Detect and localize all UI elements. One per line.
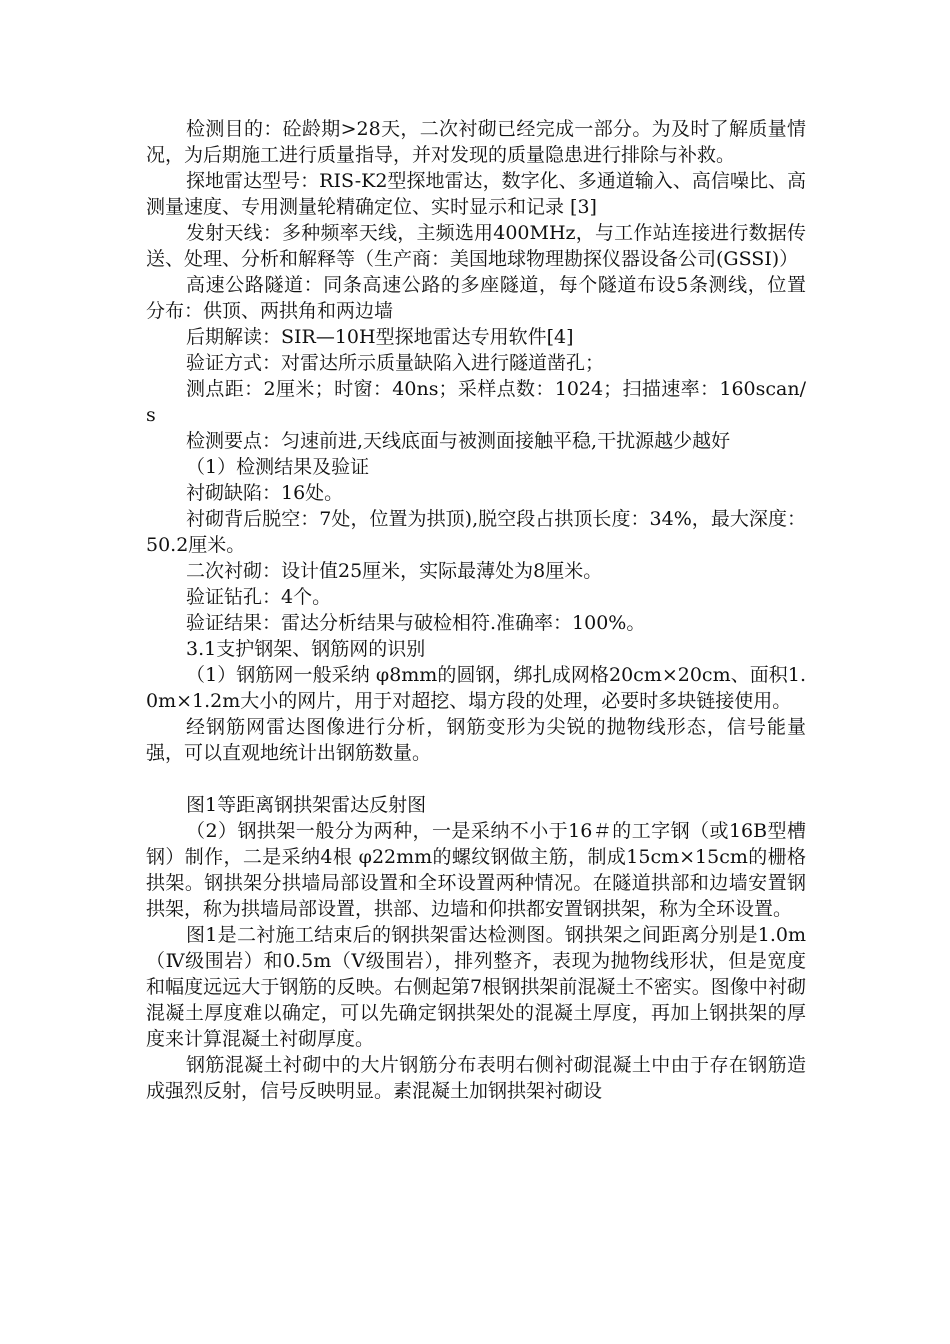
paragraph-secondary-lining: 二次衬砌：设计值25厘米，实际最薄处为8厘米。 (186, 560, 603, 582)
document-body (146, 116, 806, 1104)
paragraph-interpretation: 后期解读：SIR—10H型探地雷达专用软件[4] (186, 326, 574, 348)
paragraph-key-points: 检测要点：匀速前进,天线底面与被测面接触平稳,干扰源越少越好 (186, 430, 731, 452)
paragraph-measurement-params: 测点距：2厘米；时窗：40ns；采样点数：1024；扫描速率：160scan/s (146, 378, 806, 426)
paragraph-antenna: 发射天线：多种频率天线，主频选用400MHz，与工作站连接进行数据传送、处理、分析和解释等（生产商：美国地球物理勘探仪器设备公司(GSSI)） (146, 222, 806, 270)
paragraph-tunnel: 高速公路隧道：同条高速公路的多座隧道，每个隧道布设5条测线，位置分布：供顶、两拱角和两边墙 (146, 274, 806, 322)
paragraph-mesh: （1）钢筋网一般采纳 φ8mm的圆钢，绑扎成网格20cm×20cm、面积1.0m×1.2m大小的网片，用于对超挖、塌方段的处理，必要时多块链接使用。 (146, 664, 806, 712)
paragraph-purpose: 检测目的：砼龄期>28天，二次衬砌已经完成一部分。为及时了解质量情况，为后期施工进行质量指导，并对发现的质量隐患进行排除与补救。 (146, 118, 806, 166)
paragraph-radar-model: 探地雷达型号：RIS-K2型探地雷达，数字化、多通道输入、高信噪比、高测量速度、专用测量轮精确定位、实时显示和记录 [3] (146, 170, 806, 218)
figure-caption: 图1等距离钢拱架雷达反射图 (186, 794, 427, 816)
paragraph-defects: 衬砌缺陷：16处。 (186, 482, 344, 504)
paragraph-mesh-analysis: 经钢筋网雷达图像进行分析，钢筋变形为尖锐的抛物线形态，信号能量强，可以直观地统计出钢筋数量。 (146, 716, 806, 764)
paragraph-reinforced-lining: 钢筋混凝土衬砌中的大片钢筋分布表明右侧衬砌混凝土中由于存在钢筋造成强烈反射，信号反映明显。素混凝土加钢拱架衬砌设 (146, 1054, 806, 1102)
paragraph-steel-arch: （2）钢拱架一般分为两种，一是采纳不小于16＃的工字钢（或16B型槽钢）制作，二是采纳4根 φ22mm的螺纹钢做主筋，制成15cm×15cm的栅格拱架。钢拱架分拱墙局部设置和全环设置两种情况。在隧道拱部和边墙安置钢拱架，称为拱墙局部设置，拱部、边墙和仰拱都安置钢拱架，称为全环设置。 (146, 820, 806, 920)
paragraph-figure-description: 图1是二衬施工结束后的钢拱架雷达检测图。钢拱架之间距离分别是1.0m（Ⅳ级围岩）和0.5m（Ⅴ级围岩），排列整齐，表现为抛物线形状，但是宽度和幅度远远大于钢筋的反映。右侧起第7根钢拱架前混凝土不密实。图像中衬砌混凝土厚度难以确定，可以先确定钢拱架处的混凝土厚度，再加上钢拱架的厚度来计算混凝土衬砌厚度。 (146, 924, 806, 1050)
section-heading-3-1: 3.1支护钢架、钢筋网的识别 (186, 638, 426, 660)
paragraph-verification-result: 验证结果：雷达分析结果与破检相符.准确率：100%。 (186, 612, 646, 634)
paragraph-voids: 衬砌背后脱空：7处，位置为拱顶),脱空段占拱顶长度：34%，最大深度：50.2厘米。 (146, 508, 806, 556)
paragraph-verification-method: 验证方式：对雷达所示质量缺陷入进行隧道凿孔； (186, 352, 605, 374)
section-heading-results: （1）检测结果及验证 (186, 456, 370, 478)
paragraph-boreholes: 验证钻孔：4个。 (186, 586, 332, 608)
